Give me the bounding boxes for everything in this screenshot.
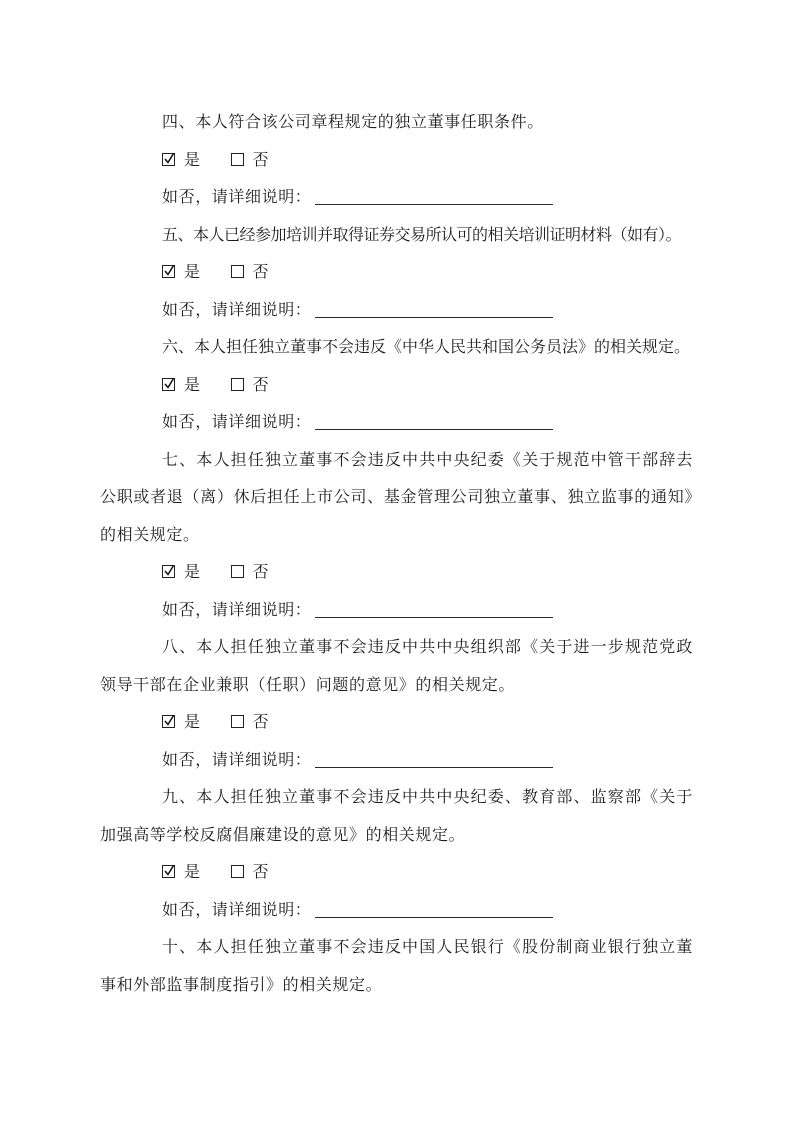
item-statement: 十、本人担任独立董事不会违反中国人民银行《股份制商业银行独立董事和外部监事制度指引》的相关规定。 <box>100 937 693 994</box>
declaration-item-8 <box>100 628 693 778</box>
explain-prompt: 如否，请详细说明： <box>162 899 312 919</box>
check-icon <box>163 865 175 877</box>
explain-prompt: 如否，请详细说明： <box>162 749 312 769</box>
explain-row <box>100 741 693 779</box>
explain-blank-field[interactable] <box>315 180 553 205</box>
yes-checkbox[interactable] <box>162 865 175 878</box>
yes-label: 是 <box>184 374 201 394</box>
yes-no-row <box>100 366 693 404</box>
yes-checkbox[interactable] <box>162 565 175 578</box>
yes-no-row <box>100 853 693 891</box>
declaration-item-10 <box>100 928 693 1003</box>
declaration-item-7 <box>100 441 693 629</box>
item-statement: 九、本人担任独立董事不会违反中共中央纪委、教育部、监察部《关于加强高等学校反腐倡廉建设的意见》的相关规定。 <box>100 787 693 844</box>
item-statement: 八、本人担任独立董事不会违反中共中央组织部《关于进一步规范党政领导干部在企业兼职（任职）问题的意见》的相关规定。 <box>100 637 693 694</box>
explain-blank-field[interactable] <box>315 593 553 618</box>
explain-row <box>100 591 693 629</box>
no-checkbox[interactable] <box>231 153 244 166</box>
explain-blank-field[interactable] <box>315 893 553 918</box>
explain-blank-field[interactable] <box>315 293 553 318</box>
explain-row <box>100 291 693 329</box>
yes-checkbox[interactable] <box>162 715 175 728</box>
no-checkbox[interactable] <box>231 265 244 278</box>
check-icon <box>163 153 175 165</box>
yes-label: 是 <box>184 149 201 169</box>
yes-checkbox[interactable] <box>162 153 175 166</box>
yes-checkbox[interactable] <box>162 378 175 391</box>
no-checkbox[interactable] <box>231 378 244 391</box>
yes-label: 是 <box>184 262 201 281</box>
explain-blank-field[interactable] <box>315 743 553 768</box>
yes-label: 是 <box>184 862 201 881</box>
no-label: 否 <box>252 149 270 169</box>
declaration-item-5 <box>100 216 693 329</box>
declaration-item-4 <box>100 103 693 216</box>
no-label: 否 <box>252 562 270 581</box>
explain-prompt: 如否，请详细说明： <box>162 412 312 431</box>
no-checkbox[interactable] <box>231 865 244 878</box>
check-icon <box>163 265 175 277</box>
explain-row <box>100 891 693 929</box>
item-statement: 五、本人已经参加培训并取得证券交易所认可的相关培训证明材料（如有）。 <box>162 224 682 244</box>
check-icon <box>163 565 175 577</box>
declaration-item-9 <box>100 778 693 928</box>
item-statement: 七、本人担任独立董事不会违反中共中央纪委《关于规范中管干部辞去公职或者退（离）休后担任上市公司、基金管理公司独立董事、独立监事的通知》的相关规定。 <box>100 449 693 544</box>
yes-label: 是 <box>184 712 201 731</box>
item-statement: 四、本人符合该公司章程规定的独立董事任职条件。 <box>162 112 544 131</box>
no-label: 否 <box>252 374 270 394</box>
explain-prompt: 如否，请详细说明： <box>162 299 312 319</box>
explain-row <box>100 403 693 441</box>
explain-prompt: 如否，请详细说明： <box>162 599 312 619</box>
no-checkbox[interactable] <box>231 565 244 578</box>
declaration-item-6 <box>100 328 693 441</box>
document-body <box>100 103 693 1003</box>
explain-row <box>100 178 693 216</box>
yes-no-row <box>100 141 693 179</box>
item-statement: 六、本人担任独立董事不会违反《中华人民共和国公务员法》的相关规定。 <box>162 337 691 356</box>
check-icon <box>163 378 175 390</box>
yes-no-row <box>100 703 693 741</box>
explain-blank-field[interactable] <box>315 405 553 430</box>
yes-no-row <box>100 253 693 291</box>
explain-prompt: 如否，请详细说明： <box>162 187 312 206</box>
no-checkbox[interactable] <box>231 715 244 728</box>
no-label: 否 <box>252 862 270 881</box>
no-label: 否 <box>252 262 270 281</box>
no-label: 否 <box>252 712 270 731</box>
yes-no-row <box>100 553 693 591</box>
yes-label: 是 <box>184 562 201 581</box>
yes-checkbox[interactable] <box>162 265 175 278</box>
check-icon <box>163 715 175 727</box>
